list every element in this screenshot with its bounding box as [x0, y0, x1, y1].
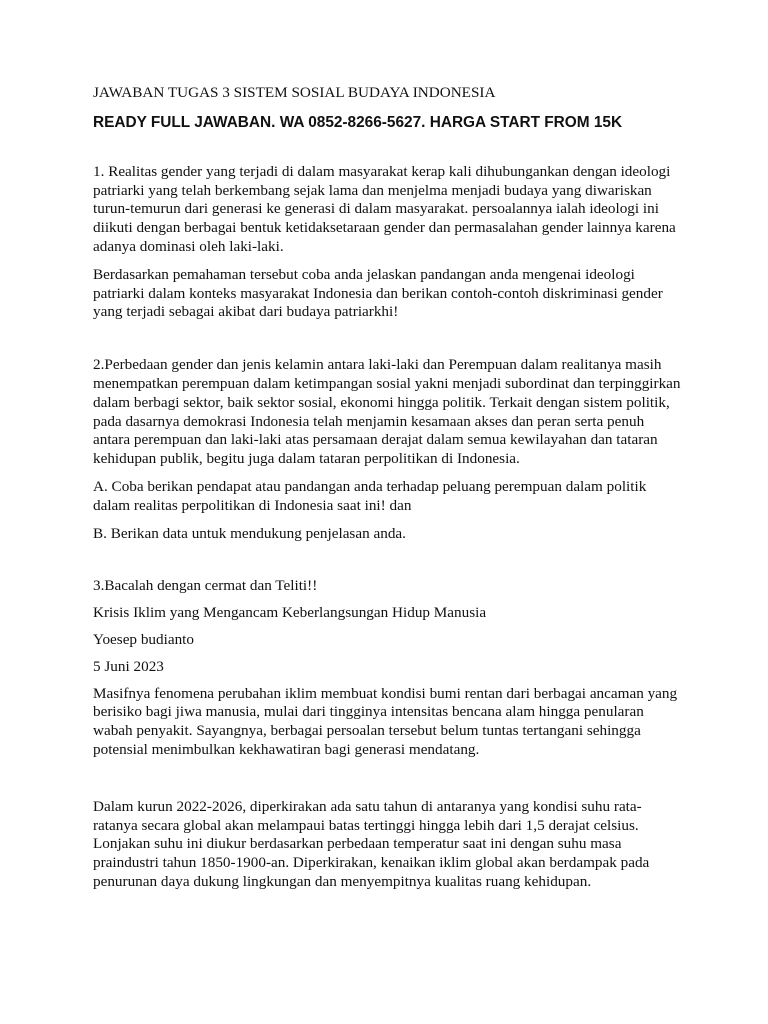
spacer — [93, 760, 683, 798]
question-1-paragraph: 1. Realitas gender yang terjadi di dalam masyarakat kerap kali dihubungankan dengan ideologi patriarki yang telah berkembang sejak lama dan menjelma menjadi budaya yang diwariskan turun-temurun dari generasi ke generasi di dalam masyarakat. persoalannya ialah ideologi ini diikuti dengan berbagai bentuk ketidaksetaraan gender dan permasalahan gender lainnya karena adanya dominasi oleh laki-laki. — [93, 162, 676, 255]
article-title: Krisis Iklim yang Mengancam Keberlangsungan Hidup Manusia — [93, 604, 487, 622]
spacer — [93, 543, 683, 577]
article-paragraph-2: Dalam kurun 2022-2026, diperkirakan ada satu tahun di antaranya yang kondisi suhu rata-ratanya secara global akan melampaui batas tertinggi hingga lebih dari 1,5 derajat celsius. Lonjakan suhu ini diukur berdasarkan perbedaan temperatur saat ini dengan suhu masa praindustri tahun 1850-1900-an. Diperkirakan, kenaikan iklim global akan berdampak pada penurunan daya dukung lingkungan dan menyempitnya kualitas ruang kehidupan. — [93, 797, 650, 890]
article-paragraph-1: Masifnya fenomena perubahan iklim membuat kondisi bumi rentan dari berbagai ancaman yang berisiko bagi jiwa manusia, mulai dari tingginya intensitas bencana alam hingga penularan wabah penyakit. Sayangnya, berbagai persoalan tersebut belum tuntas tertangani sehingga potensial menimbulkan kekhawatiran bagi generasi mendatang. — [93, 684, 678, 758]
document-page — [93, 84, 683, 892]
spacer — [93, 132, 683, 163]
spacer — [93, 322, 683, 356]
spacer — [93, 257, 683, 266]
question-2-part-a: A. Coba berikan pendapat atau pandangan anda terhadap peluang perempuan dalam politik dalam realitas perpolitikan di Indonesia saat ini! dan — [93, 477, 647, 514]
spacer — [93, 677, 683, 685]
spacer — [93, 516, 683, 525]
spacer — [93, 650, 683, 658]
spacer — [93, 623, 683, 631]
question-2-paragraph: 2.Perbedaan gender dan jenis kelamin antara laki-laki dan Perempuan dalam realitanya masih menempatkan perempuan dalam ketimpangan sosial yakni menjadi subordinat dan terpinggirkan dalam berbagi sektor, baik sektor sosial, ekonomi hingga politik. Terkait dengan sistem politik, pada dasarnya demokrasi Indonesia telah menjamin kesamaan akses dan peran serta penuh antara perempuan dan laki-laki atas persamaan derajat dalam semua kewilayahan dan tataran kehidupan publik, begitu juga dalam tataran perpolitikan di Indonesia. — [93, 356, 681, 468]
question-1-instruction: Berdasarkan pemahaman tersebut coba anda jelaskan pandangan anda mengenai ideologi patriarki dalam konteks masyarakat Indonesia dan berikan contoh-contoh diskriminasi gender yang terjadi sebagai akibat dari budaya patriarkhi! — [93, 265, 663, 321]
spacer — [93, 596, 683, 604]
spacer — [93, 469, 683, 478]
article-author: Yoesep budianto — [93, 630, 194, 648]
question-2-part-b: B. Berikan data untuk mendukung penjelasan anda. — [93, 524, 406, 542]
question-3-intro: 3.Bacalah dengan cermat dan Teliti!! — [93, 577, 318, 595]
document-title: JAWABAN TUGAS 3 SISTEM SOSIAL BUDAYA INDONESIA — [93, 84, 496, 101]
ad-line: READY FULL JAWABAN. WA 0852-8266-5627. HARGA START FROM 15K — [93, 113, 623, 131]
article-date: 5 Juni 2023 — [93, 657, 164, 675]
